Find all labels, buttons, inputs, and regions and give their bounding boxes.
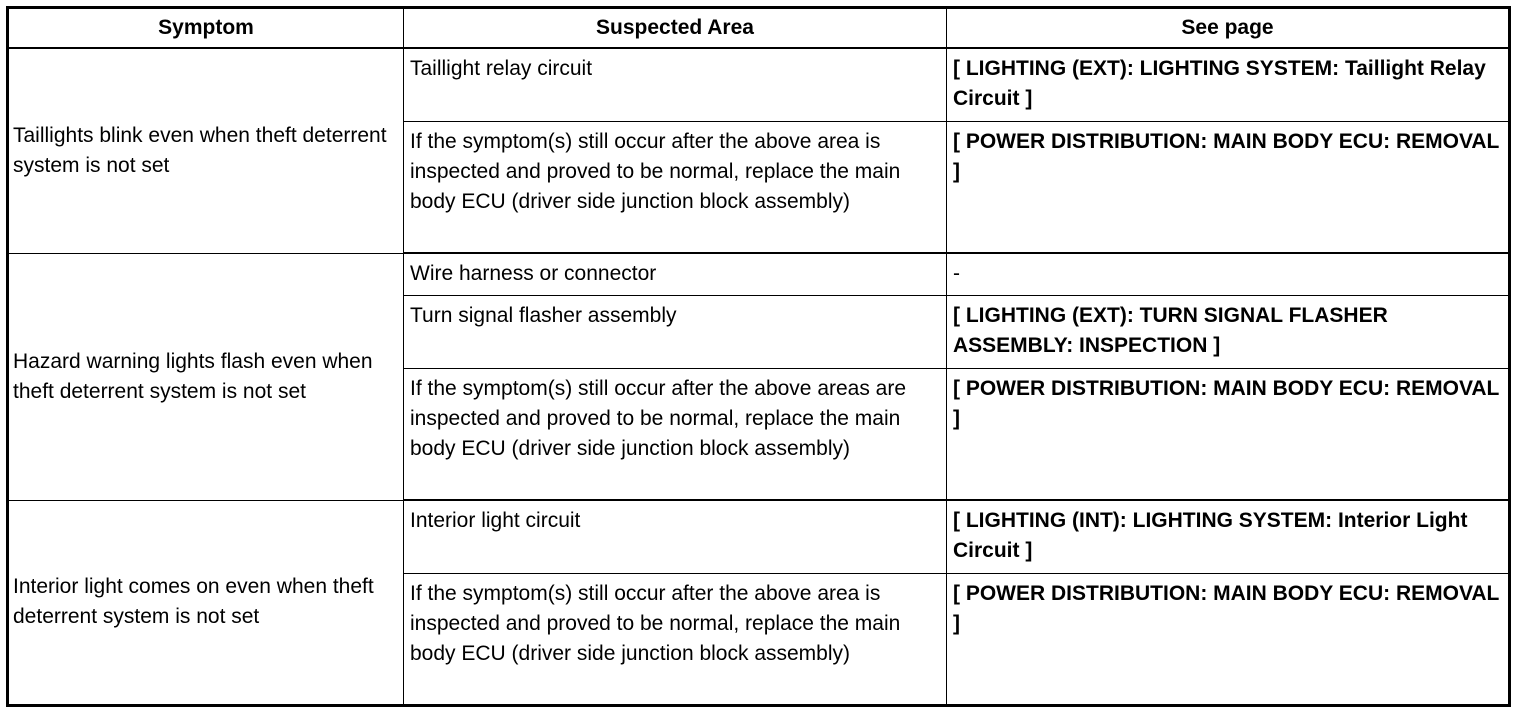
suspected-area-cell: If the symptom(s) still occur after the above areas are inspected and proved to be normal, replace the main body ECU (driver side junction block assembly) (404, 368, 947, 500)
see-page-link[interactable]: [ POWER DISTRIBUTION: MAIN BODY ECU: REMOVAL ] (947, 573, 1510, 705)
header-suspected-area: Suspected Area (404, 8, 947, 49)
suspected-area-cell: Taillight relay circuit (404, 48, 947, 121)
table-row (8, 48, 1510, 121)
see-page-link[interactable]: [ POWER DISTRIBUTION: MAIN BODY ECU: REMOVAL ] (947, 368, 1510, 500)
header-symptom: Symptom (8, 8, 404, 49)
problem-symptoms-table (6, 6, 1511, 707)
see-page-link[interactable]: [ POWER DISTRIBUTION: MAIN BODY ECU: REMOVAL ] (947, 121, 1510, 253)
symptom-cell: Interior light comes on even when theft deterrent system is not set (8, 500, 404, 705)
symptom-cell: Hazard warning lights flash even when theft deterrent system is not set (8, 253, 404, 500)
symptom-cell: Taillights blink even when theft deterrent system is not set (8, 48, 404, 253)
suspected-area-cell: Interior light circuit (404, 500, 947, 573)
suspected-area-cell: Turn signal flasher assembly (404, 295, 947, 368)
table-row (8, 500, 1510, 573)
see-page-link[interactable]: [ LIGHTING (EXT): LIGHTING SYSTEM: Taillight Relay Circuit ] (947, 48, 1510, 121)
suspected-area-cell: If the symptom(s) still occur after the above area is inspected and proved to be normal, replace the main body ECU (driver side junction block assembly) (404, 573, 947, 705)
header-see-page: See page (947, 8, 1510, 49)
see-page-link[interactable]: [ LIGHTING (INT): LIGHTING SYSTEM: Interior Light Circuit ] (947, 500, 1510, 573)
table-header-row (8, 8, 1510, 49)
see-page-value: - (947, 253, 1510, 295)
see-page-link[interactable]: [ LIGHTING (EXT): TURN SIGNAL FLASHER ASSEMBLY: INSPECTION ] (947, 295, 1510, 368)
suspected-area-cell: Wire harness or connector (404, 253, 947, 295)
table-row (8, 253, 1510, 295)
suspected-area-cell: If the symptom(s) still occur after the above area is inspected and proved to be normal, replace the main body ECU (driver side junction block assembly) (404, 121, 947, 253)
